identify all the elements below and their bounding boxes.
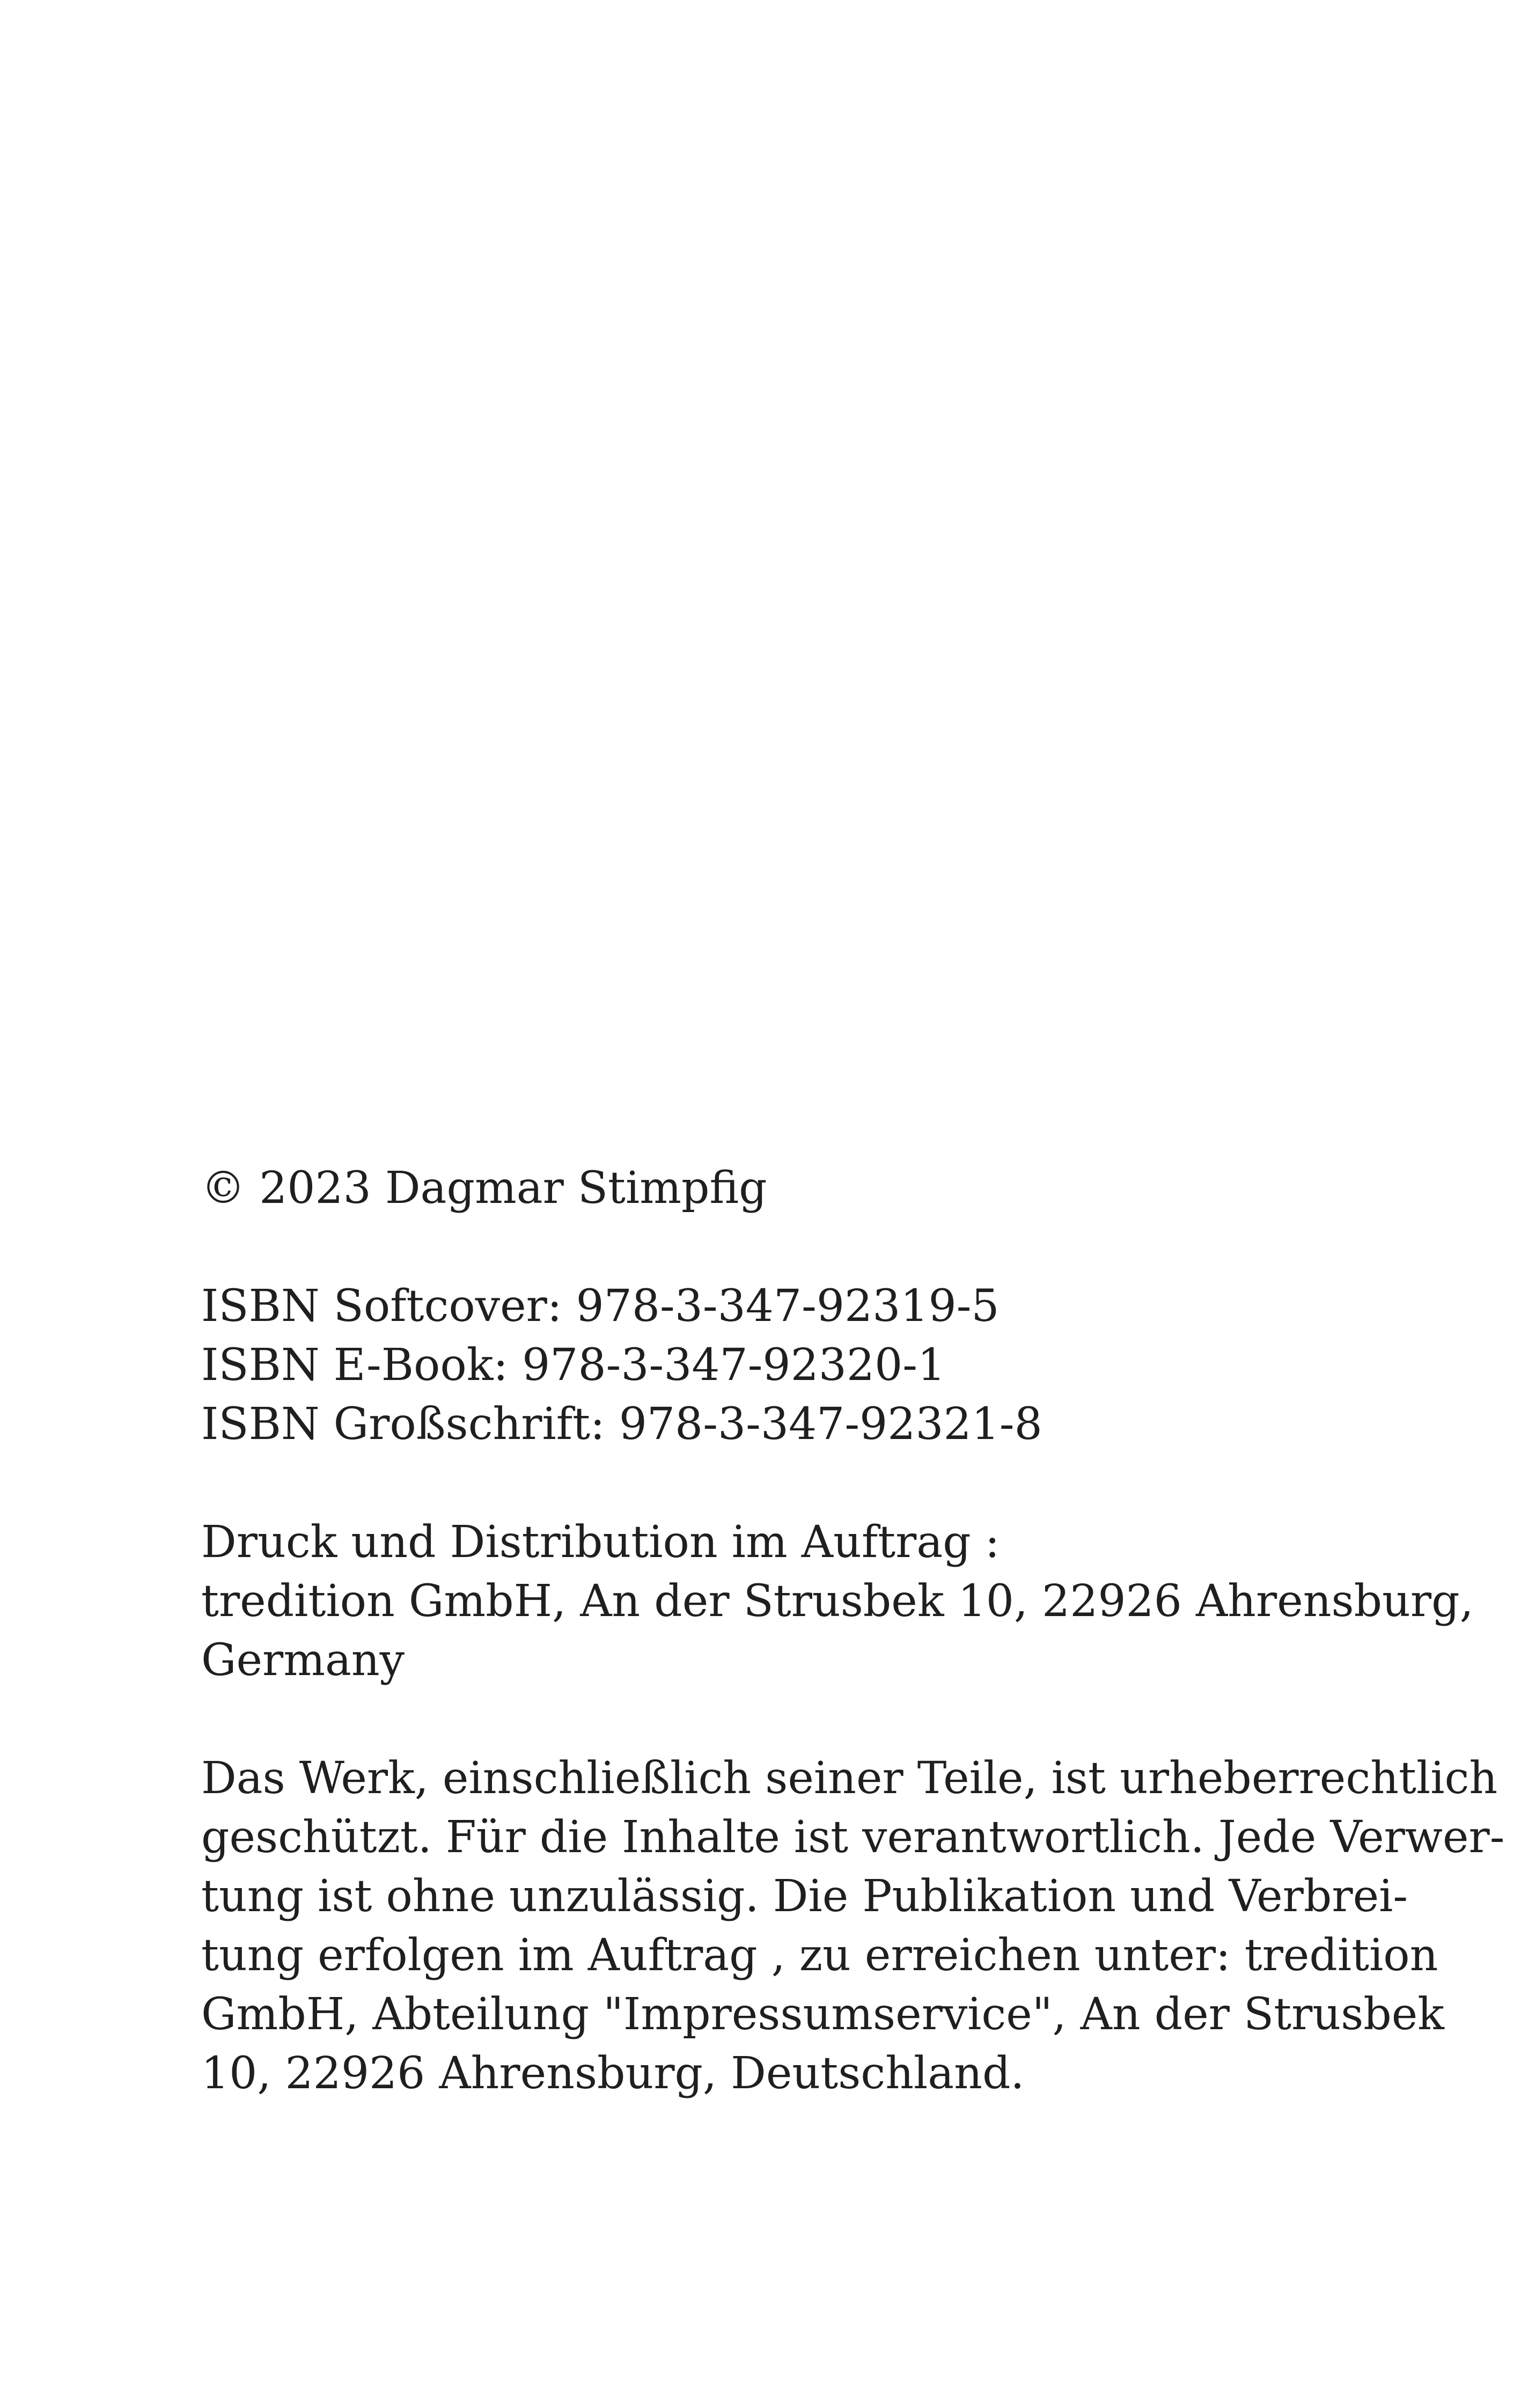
notice-line: 10, 22926 Ahrensburg, Deutschland. — [201, 2048, 1025, 2099]
notice-line: GmbH, Abteilung "Impressumservice", An der Strusbek — [201, 1989, 1444, 2040]
distribution-section — [201, 1513, 1474, 1690]
section-spacer — [201, 1218, 1317, 1277]
isbn-softcover: ISBN Softcover: 978-3-347-92319-5 — [201, 1281, 1000, 1332]
distribution-heading: Druck und Distribution im Auftrag : — [201, 1517, 1000, 1568]
notice-line: tung erfolgen im Auftrag , zu erreichen unter: tredition — [201, 1930, 1438, 1981]
section-spacer — [201, 1690, 1317, 1749]
section-spacer — [201, 1454, 1317, 1513]
distribution-country: Germany — [201, 1635, 405, 1686]
isbn-large-print: ISBN Großschrift: 978-3-347-92321-8 — [201, 1399, 1042, 1450]
notice-line: geschützt. Für die Inhalte ist verantwortlich. Jede Verwer- — [201, 1812, 1505, 1863]
isbn-ebook: ISBN E-Book: 978-3-347-92320-1 — [201, 1340, 946, 1391]
copyright-notice-section — [201, 1749, 1505, 2103]
copyright-line: © 2023 Dagmar Stimpfig — [201, 1163, 767, 1214]
notice-line: tung ist ohne unzulässig. Die Publikation und Verbrei- — [201, 1871, 1408, 1922]
distribution-address: tredition GmbH, An der Strusbek 10, 22926 Ahrensburg, — [201, 1576, 1474, 1627]
imprint-block — [201, 1159, 1505, 2103]
copyright-section — [201, 1159, 1317, 1218]
notice-line: Das Werk, einschließlich seiner Teile, ist urheberrechtlich — [201, 1753, 1498, 1804]
isbn-section — [201, 1277, 1317, 1454]
